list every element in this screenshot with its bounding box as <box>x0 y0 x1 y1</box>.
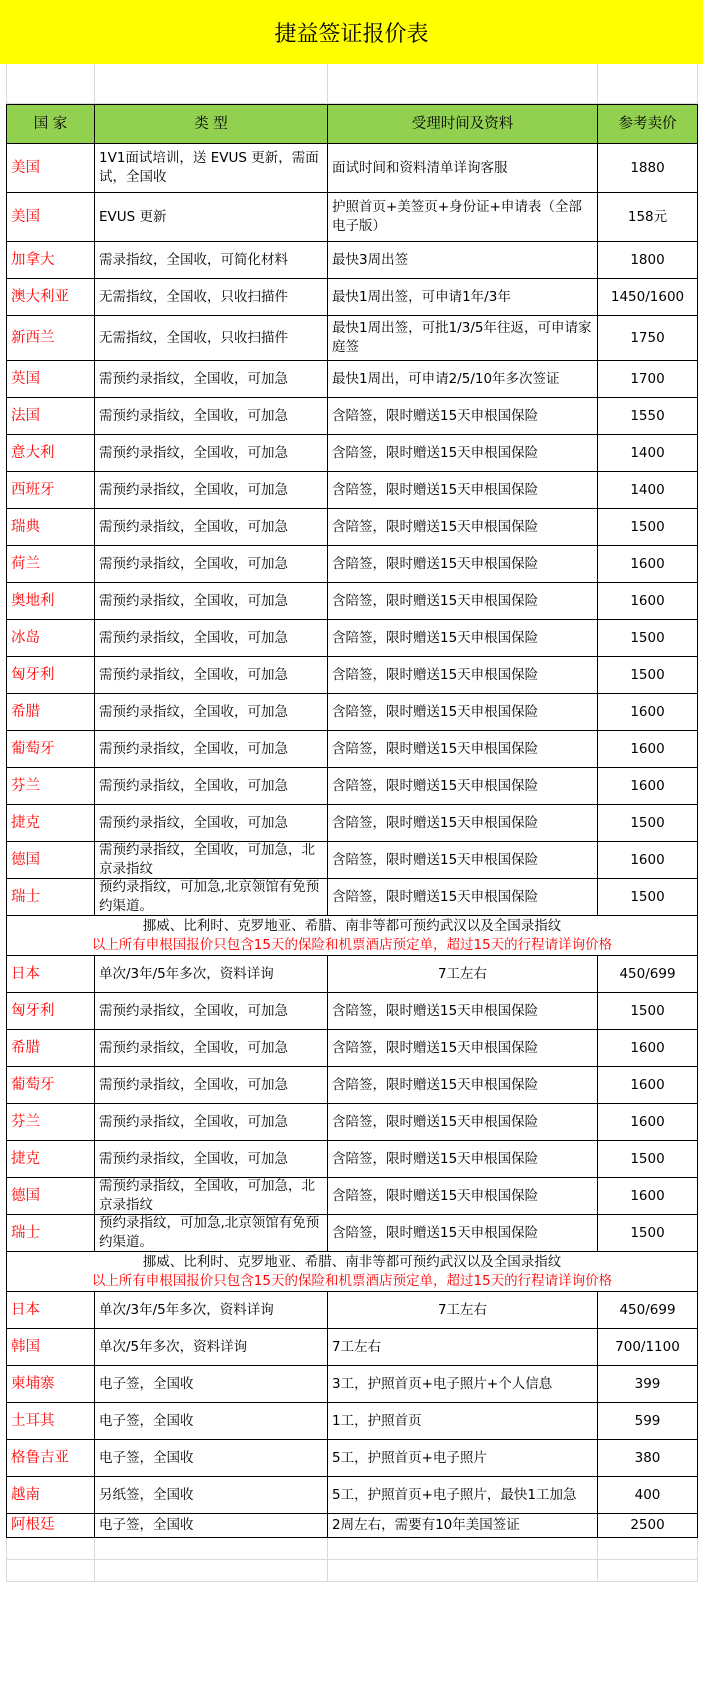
country-cell: 阿根廷 <box>6 1514 95 1538</box>
header-row <box>6 104 698 144</box>
country-cell: 匈牙利 <box>6 657 95 694</box>
country-cell: 格鲁吉亚 <box>6 1440 95 1477</box>
type-cell: 需预约录指纹，全国收，可加急 <box>95 509 328 546</box>
time-cell: 含陪签，限时赠送15天申根国保险 <box>328 620 598 657</box>
time-cell: 护照首页+美签页+身份证+申请表（全部电子版） <box>328 193 598 242</box>
country-cell: 美国 <box>6 144 95 193</box>
type-cell: 需录指纹，全国收，可简化材料 <box>95 242 328 279</box>
table-row <box>6 583 698 620</box>
country-cell: 葡萄牙 <box>6 731 95 768</box>
price-cell: 1750 <box>598 316 698 361</box>
type-cell: 1V1面试培训，送 EVUS 更新，需面试，全国收 <box>95 144 328 193</box>
country-cell: 柬埔寨 <box>6 1366 95 1403</box>
time-cell: 含陪签，限时赠送15天申根国保险 <box>328 1215 598 1252</box>
time-cell: 含陪签，限时赠送15天申根国保险 <box>328 657 598 694</box>
type-cell: 需预约录指纹，全国收，可加急，北京录指纹 <box>95 1178 328 1215</box>
table-row <box>6 1440 698 1477</box>
type-cell: 需预约录指纹，全国收，可加急 <box>95 993 328 1030</box>
country-cell: 瑞士 <box>6 1215 95 1252</box>
blank-row <box>6 1538 698 1560</box>
table-row <box>6 1030 698 1067</box>
type-cell: 需预约录指纹，全国收，可加急 <box>95 435 328 472</box>
time-cell: 5工，护照首页+电子照片，最快1工加急 <box>328 1477 598 1514</box>
country-cell: 瑞士 <box>6 879 95 916</box>
country-cell: 土耳其 <box>6 1403 95 1440</box>
note-line-2: 以上所有申根国报价只包含15天的保险和机票酒店预定单，超过15天的行程请详询价格 <box>91 1272 613 1289</box>
type-cell: 需预约录指纹，全国收，可加急 <box>95 1104 328 1141</box>
type-cell: 需预约录指纹，全国收，可加急 <box>95 361 328 398</box>
time-cell: 含陪签，限时赠送15天申根国保险 <box>328 435 598 472</box>
price-cell: 450/699 <box>598 956 698 993</box>
price-cell: 400 <box>598 1477 698 1514</box>
time-cell: 最快3周出签 <box>328 242 598 279</box>
type-cell: 单次/5年多次，资料详询 <box>95 1329 328 1366</box>
price-cell: 1400 <box>598 472 698 509</box>
time-cell: 含陪签，限时赠送15天申根国保险 <box>328 993 598 1030</box>
type-cell: 需预约录指纹，全国收，可加急 <box>95 768 328 805</box>
type-cell: 需预约录指纹，全国收，可加急 <box>95 805 328 842</box>
time-cell: 含陪签，限时赠送15天申根国保险 <box>328 1178 598 1215</box>
time-cell: 含陪签，限时赠送15天申根国保险 <box>328 842 598 879</box>
country-cell: 西班牙 <box>6 472 95 509</box>
time-cell: 含陪签，限时赠送15天申根国保险 <box>328 879 598 916</box>
table-row <box>6 279 698 316</box>
country-cell: 芬兰 <box>6 1104 95 1141</box>
country-cell: 匈牙利 <box>6 993 95 1030</box>
price-cell: 1400 <box>598 435 698 472</box>
price-cell: 1500 <box>598 1215 698 1252</box>
note-line-1: 挪威、比利时、克罗地亚、希腊、南非等都可预约武汉以及全国录指纹 <box>142 917 562 934</box>
price-cell: 1600 <box>598 694 698 731</box>
time-cell: 7工左右 <box>328 1292 598 1329</box>
country-cell: 葡萄牙 <box>6 1067 95 1104</box>
time-cell: 含陪签，限时赠送15天申根国保险 <box>328 472 598 509</box>
price-cell: 1500 <box>598 1141 698 1178</box>
table-row <box>6 620 698 657</box>
price-table <box>6 64 698 1582</box>
time-cell: 7工左右 <box>328 1329 598 1366</box>
price-cell: 1500 <box>598 657 698 694</box>
price-cell: 1880 <box>598 144 698 193</box>
table-row-japan <box>6 1292 698 1329</box>
time-cell: 含陪签，限时赠送15天申根国保险 <box>328 1067 598 1104</box>
price-cell: 700/1100 <box>598 1329 698 1366</box>
time-cell: 含陪签，限时赠送15天申根国保险 <box>328 731 598 768</box>
country-cell: 荷兰 <box>6 546 95 583</box>
price-cell: 1800 <box>598 242 698 279</box>
price-cell: 1500 <box>598 509 698 546</box>
price-cell: 1600 <box>598 1067 698 1104</box>
time-cell: 含陪签，限时赠送15天申根国保险 <box>328 805 598 842</box>
time-cell: 含陪签，限时赠送15天申根国保险 <box>328 1030 598 1067</box>
price-cell: 450/699 <box>598 1292 698 1329</box>
blank-row <box>6 1560 698 1582</box>
country-cell: 冰岛 <box>6 620 95 657</box>
country-cell: 捷克 <box>6 1141 95 1178</box>
type-cell: 无需指纹，全国收，只收扫描件 <box>95 279 328 316</box>
price-cell: 1550 <box>598 398 698 435</box>
time-cell: 最快1周出签，可申请1年/3年 <box>328 279 598 316</box>
type-cell: EVUS 更新 <box>95 193 328 242</box>
type-cell: 需预约录指纹，全国收，可加急，北京录指纹 <box>95 842 328 879</box>
country-cell: 美国 <box>6 193 95 242</box>
type-cell: 需预约录指纹，全国收，可加急 <box>95 620 328 657</box>
country-cell: 日本 <box>6 1292 95 1329</box>
table-row <box>6 472 698 509</box>
price-cell: 1600 <box>598 768 698 805</box>
table-row <box>6 435 698 472</box>
header-country: 国 家 <box>6 104 95 144</box>
price-cell: 1450/1600 <box>598 279 698 316</box>
price-cell: 1700 <box>598 361 698 398</box>
table-row <box>6 509 698 546</box>
table-row <box>6 731 698 768</box>
table-row <box>6 1514 698 1538</box>
type-cell: 单次/3年/5年多次，资料详询 <box>95 956 328 993</box>
table-row <box>6 1329 698 1366</box>
time-cell: 含陪签，限时赠送15天申根国保险 <box>328 546 598 583</box>
type-cell: 电子签，全国收 <box>95 1366 328 1403</box>
country-cell: 奥地利 <box>6 583 95 620</box>
price-cell: 1600 <box>598 731 698 768</box>
type-cell: 需预约录指纹，全国收，可加急 <box>95 731 328 768</box>
table-row <box>6 1141 698 1178</box>
note-line-2: 以上所有申根国报价只包含15天的保险和机票酒店预定单，超过15天的行程请详询价格 <box>91 936 613 953</box>
time-cell: 含陪签，限时赠送15天申根国保险 <box>328 583 598 620</box>
price-cell: 1600 <box>598 1178 698 1215</box>
country-cell: 英国 <box>6 361 95 398</box>
table-row <box>6 805 698 842</box>
type-cell: 需预约录指纹，全国收，可加急 <box>95 694 328 731</box>
time-cell: 含陪签，限时赠送15天申根国保险 <box>328 768 598 805</box>
price-cell: 1600 <box>598 842 698 879</box>
type-cell: 需预约录指纹，全国收，可加急 <box>95 657 328 694</box>
table-row <box>6 993 698 1030</box>
blank-row <box>6 64 698 104</box>
type-cell: 需预约录指纹，全国收，可加急 <box>95 1030 328 1067</box>
note-row <box>6 916 698 956</box>
table-row <box>6 694 698 731</box>
table-row <box>6 657 698 694</box>
table-row <box>6 361 698 398</box>
price-cell: 1600 <box>598 1030 698 1067</box>
type-cell: 预约录指纹，可加急,北京领馆有免预约渠道。 <box>95 879 328 916</box>
type-cell: 需预约录指纹，全国收，可加急 <box>95 1141 328 1178</box>
country-cell: 瑞典 <box>6 509 95 546</box>
table-row <box>6 193 698 242</box>
price-cell: 2500 <box>598 1514 698 1538</box>
country-cell: 希腊 <box>6 694 95 731</box>
table-row <box>6 398 698 435</box>
price-cell: 1500 <box>598 993 698 1030</box>
time-cell: 3工，护照首页+电子照片+个人信息 <box>328 1366 598 1403</box>
table-row <box>6 842 698 879</box>
price-cell: 399 <box>598 1366 698 1403</box>
time-cell: 7工左右 <box>328 956 598 993</box>
country-cell: 芬兰 <box>6 768 95 805</box>
type-cell: 需预约录指纹，全国收，可加急 <box>95 398 328 435</box>
table-row <box>6 1366 698 1403</box>
country-cell: 希腊 <box>6 1030 95 1067</box>
price-cell: 1500 <box>598 620 698 657</box>
header-type: 类 型 <box>95 104 328 144</box>
time-cell: 含陪签，限时赠送15天申根国保险 <box>328 694 598 731</box>
country-cell: 新西兰 <box>6 316 95 361</box>
country-cell: 韩国 <box>6 1329 95 1366</box>
table-row <box>6 242 698 279</box>
type-cell: 预约录指纹，可加急,北京领馆有免预约渠道。 <box>95 1215 328 1252</box>
price-cell: 599 <box>598 1403 698 1440</box>
country-cell: 越南 <box>6 1477 95 1514</box>
type-cell: 需预约录指纹，全国收，可加急 <box>95 583 328 620</box>
table-row <box>6 879 698 916</box>
time-cell: 含陪签，限时赠送15天申根国保险 <box>328 509 598 546</box>
table-row-japan <box>6 956 698 993</box>
note-row <box>6 1252 698 1292</box>
country-cell: 法国 <box>6 398 95 435</box>
type-cell: 需预约录指纹，全国收，可加急 <box>95 546 328 583</box>
header-time: 受理时间及资料 <box>328 104 598 144</box>
table-row <box>6 1067 698 1104</box>
price-cell: 1500 <box>598 879 698 916</box>
type-cell: 无需指纹，全国收，只收扫描件 <box>95 316 328 361</box>
price-cell: 1500 <box>598 805 698 842</box>
type-cell: 另纸签，全国收 <box>95 1477 328 1514</box>
table-row <box>6 1477 698 1514</box>
page-title: 捷益签证报价表 <box>0 0 703 64</box>
country-cell: 意大利 <box>6 435 95 472</box>
type-cell: 电子签，全国收 <box>95 1514 328 1538</box>
note-line-1: 挪威、比利时、克罗地亚、希腊、南非等都可预约武汉以及全国录指纹 <box>142 1253 562 1270</box>
time-cell: 5工，护照首页+电子照片 <box>328 1440 598 1477</box>
time-cell: 面试时间和资料清单详询客服 <box>328 144 598 193</box>
country-cell: 德国 <box>6 1178 95 1215</box>
time-cell: 最快1周出签，可批1/3/5年往返，可申请家庭签 <box>328 316 598 361</box>
table-row <box>6 1104 698 1141</box>
price-cell: 380 <box>598 1440 698 1477</box>
table-row <box>6 144 698 193</box>
price-cell: 1600 <box>598 1104 698 1141</box>
country-cell: 日本 <box>6 956 95 993</box>
table-row <box>6 1403 698 1440</box>
time-cell: 2周左右，需要有10年美国签证 <box>328 1514 598 1538</box>
country-cell: 澳大利亚 <box>6 279 95 316</box>
price-cell: 1600 <box>598 546 698 583</box>
table-row <box>6 1215 698 1252</box>
type-cell: 需预约录指纹，全国收，可加急 <box>95 472 328 509</box>
price-cell: 1600 <box>598 583 698 620</box>
time-cell: 最快1周出，可申请2/5/10年多次签证 <box>328 361 598 398</box>
time-cell: 含陪签，限时赠送15天申根国保险 <box>328 1104 598 1141</box>
time-cell: 1工，护照首页 <box>328 1403 598 1440</box>
type-cell: 单次/3年/5年多次，资料详询 <box>95 1292 328 1329</box>
time-cell: 含陪签，限时赠送15天申根国保险 <box>328 1141 598 1178</box>
country-cell: 捷克 <box>6 805 95 842</box>
country-cell: 加拿大 <box>6 242 95 279</box>
table-row <box>6 768 698 805</box>
type-cell: 电子签，全国收 <box>95 1440 328 1477</box>
table-row <box>6 546 698 583</box>
table-row <box>6 316 698 361</box>
table-row <box>6 1178 698 1215</box>
price-cell: 158元 <box>598 193 698 242</box>
type-cell: 电子签，全国收 <box>95 1403 328 1440</box>
type-cell: 需预约录指纹，全国收，可加急 <box>95 1067 328 1104</box>
country-cell: 德国 <box>6 842 95 879</box>
time-cell: 含陪签，限时赠送15天申根国保险 <box>328 398 598 435</box>
header-price: 参考卖价 <box>598 104 698 144</box>
